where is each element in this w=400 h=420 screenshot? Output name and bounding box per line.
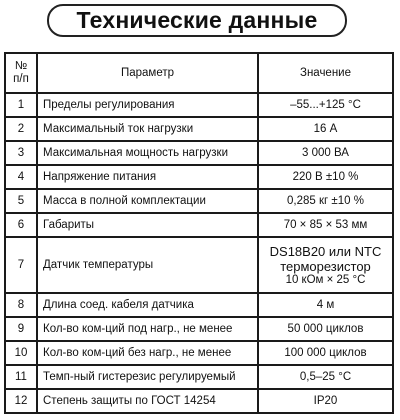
table-row <box>5 141 393 165</box>
row-value: 16 А <box>258 117 393 141</box>
row-parameter: Степень защиты по ГОСТ 14254 <box>37 389 258 413</box>
table-header-row <box>5 53 393 93</box>
row-parameter: Габариты <box>37 213 258 237</box>
row-parameter: Датчик температуры <box>37 237 258 293</box>
row-value: –55...+125 °С <box>258 93 393 117</box>
header-parameter: Параметр <box>37 53 258 93</box>
row-parameter: Темп-ный гистерезис регулируемый <box>37 365 258 389</box>
row-value: 50 000 циклов <box>258 317 393 341</box>
page-title: Технические данные <box>76 7 318 33</box>
row-parameter: Кол-во ком-ций без нагр., не менее <box>37 341 258 365</box>
table-row <box>5 293 393 317</box>
row-number: 8 <box>5 293 37 317</box>
row-value: 0,5–25 °С <box>258 365 393 389</box>
row-value: 3 000 ВА <box>258 141 393 165</box>
row-number: 6 <box>5 213 37 237</box>
table-row <box>5 117 393 141</box>
header-value: Значение <box>258 53 393 93</box>
table-row <box>5 213 393 237</box>
value-line: 10 кОм × 25 °С <box>285 273 366 286</box>
row-parameter: Кол-во ком-ций под нагр., не менее <box>37 317 258 341</box>
row-parameter: Максимальный ток нагрузки <box>37 117 258 141</box>
row-value: 0,285 кг ±10 % <box>258 189 393 213</box>
row-parameter: Максимальная мощность нагрузки <box>37 141 258 165</box>
row-value: 220 В ±10 % <box>258 165 393 189</box>
specs-table <box>4 52 394 414</box>
table-row <box>5 93 393 117</box>
row-parameter: Масса в полной комплектации <box>37 189 258 213</box>
table-row <box>5 237 393 293</box>
value-line: терморезистор <box>280 258 371 274</box>
watermark <box>330 386 392 414</box>
row-value: 100 000 циклов <box>258 341 393 365</box>
row-parameter: Пределы регулирования <box>37 93 258 117</box>
row-number: 12 <box>5 389 37 413</box>
row-number: 7 <box>5 237 37 293</box>
row-parameter: Длина соед. кабеля датчика <box>37 293 258 317</box>
row-value <box>258 237 393 293</box>
row-number: 9 <box>5 317 37 341</box>
row-parameter: Напряжение питания <box>37 165 258 189</box>
table-row <box>5 317 393 341</box>
row-value: IP20 <box>258 389 393 413</box>
header-number: № п/п <box>5 53 37 93</box>
row-number: 11 <box>5 365 37 389</box>
row-value: 4 м <box>258 293 393 317</box>
value-line: DS18B20 или NTC <box>269 243 382 259</box>
table-row <box>5 341 393 365</box>
row-value: 70 × 85 × 53 мм <box>258 213 393 237</box>
row-number: 5 <box>5 189 37 213</box>
table-row <box>5 165 393 189</box>
row-number: 3 <box>5 141 37 165</box>
row-number: 4 <box>5 165 37 189</box>
row-number: 10 <box>5 341 37 365</box>
row-number: 1 <box>5 93 37 117</box>
table-row <box>5 189 393 213</box>
row-number: 2 <box>5 117 37 141</box>
title-banner <box>47 4 347 37</box>
